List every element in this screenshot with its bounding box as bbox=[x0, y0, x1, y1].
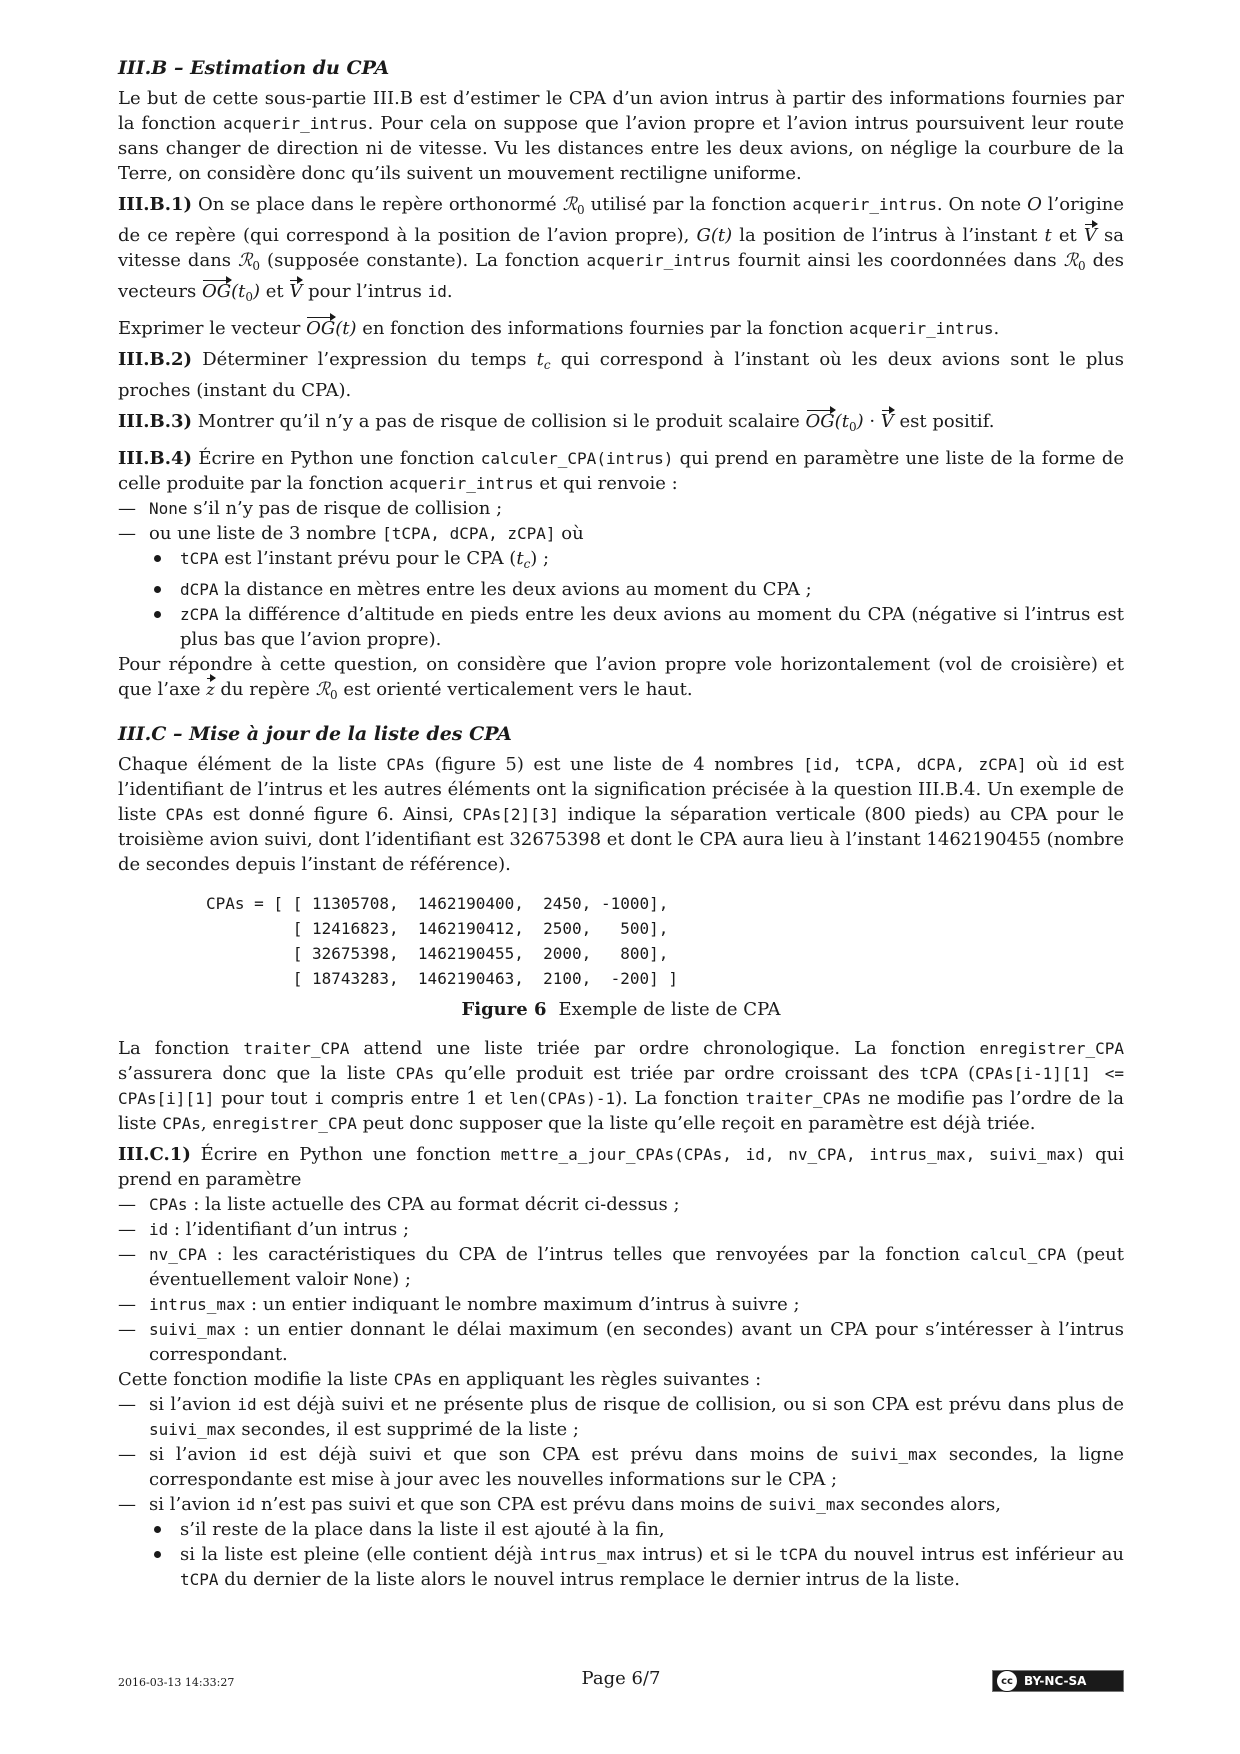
paren: ) bbox=[856, 411, 864, 432]
text: peut donc supposer que la liste qu’elle reçoit en paramètre est déjà triée. bbox=[356, 1113, 1036, 1134]
code: tCPA bbox=[180, 549, 219, 568]
text: sa vitesse dans bbox=[118, 225, 1124, 271]
list-item bbox=[118, 521, 1124, 652]
cc-icon: cc bbox=[996, 1670, 1018, 1692]
text: si la liste est pleine (elle contient déjà bbox=[180, 1544, 540, 1565]
text: est positif. bbox=[893, 411, 995, 432]
list-item bbox=[118, 1542, 1124, 1592]
page-content bbox=[118, 56, 1124, 1592]
math-t: t bbox=[1044, 225, 1052, 246]
question-label: III.B.1) bbox=[118, 194, 193, 215]
text: Écrire en Python une fonction bbox=[192, 448, 481, 469]
text: La fonction bbox=[118, 1038, 244, 1059]
code: None bbox=[353, 1270, 393, 1289]
code-fn: acquerir_intrus bbox=[849, 319, 994, 338]
text: l’origine de ce repère (qui correspond à la position de l’avion propre), bbox=[118, 194, 1124, 246]
text: si l’avion bbox=[149, 1444, 249, 1465]
text: . Pour cela on suppose que l’avion propre et l’avion intrus poursuivent leur route sans changer de direction ni de vitesse. Vu les distances entre les deux avions, on néglige la courbure de la Terre, on considère donc qu’ils suivent un mouvement rectiligne uniforme. bbox=[118, 113, 1124, 184]
text: ne modifie pas l’ordre de la liste bbox=[118, 1088, 1125, 1134]
vector-v: V bbox=[1083, 225, 1097, 246]
math-t0 bbox=[835, 411, 864, 432]
list-item bbox=[118, 1317, 1124, 1367]
t: t bbox=[536, 349, 544, 370]
text: . bbox=[446, 281, 453, 302]
section-title-b: III.B – Estimation du CPA bbox=[118, 57, 390, 79]
text: ou une liste de 3 nombre bbox=[149, 523, 383, 544]
script-r: ℛ bbox=[1063, 250, 1078, 271]
code: traiter_CPA bbox=[243, 1039, 350, 1058]
text: s’il n’y pas de risque de collision ; bbox=[187, 498, 503, 519]
code: tCPA bbox=[778, 1545, 818, 1564]
text: pour l’intrus bbox=[302, 281, 428, 302]
text: Montrer qu’il n’y a pas de risque de collision si le produit scalaire bbox=[192, 411, 806, 432]
code-fn: acquerir_intrus bbox=[586, 251, 732, 270]
code: enregistrer_CPA bbox=[979, 1039, 1124, 1058]
text: Chaque élément de la liste bbox=[118, 754, 387, 775]
code: tCPA bbox=[919, 1064, 959, 1083]
math-t: (t) bbox=[335, 318, 357, 339]
text: : l’identifiant d’un intrus ; bbox=[168, 1219, 410, 1240]
code-fn: calculer_CPA(intrus) bbox=[480, 449, 674, 468]
text: qui correspond à l’instant où les deux avions sont le plus proches (instant du CPA). bbox=[118, 349, 1124, 401]
paren: (t bbox=[834, 411, 849, 432]
code: dCPA bbox=[180, 580, 219, 599]
code: [tCPA, dCPA, zCPA] bbox=[382, 524, 556, 543]
text: qui prend en paramètre une liste de la forme de celle produite par la fonction bbox=[118, 448, 1124, 494]
list-item bbox=[118, 577, 1124, 602]
text: Exprimer le vecteur bbox=[118, 318, 307, 339]
list-item bbox=[118, 546, 1124, 577]
code: CPAs bbox=[395, 1064, 435, 1083]
code: i bbox=[314, 1089, 324, 1108]
vector-v: V bbox=[880, 411, 894, 432]
code-listing: CPAs = [ [ 11305708, 1462190400, 2450, -1000], [ 12416823, 1462190412, 2500, 500], [ 32675398, 1462190455, 2000, 800], [ 18743283, 1462190463, 2100, -200] ] bbox=[206, 894, 679, 988]
text: et qui renvoie : bbox=[533, 473, 678, 494]
text: (peut éventuellement valoir bbox=[149, 1244, 1124, 1290]
list-item bbox=[118, 602, 1124, 652]
math-t0 bbox=[231, 281, 260, 302]
text: ) ; bbox=[392, 1269, 411, 1290]
text: Déterminer l’expression du temps bbox=[192, 349, 537, 370]
text: si l’avion bbox=[149, 1494, 237, 1515]
vector-v: V bbox=[289, 281, 303, 302]
code: traiter_CPAs bbox=[745, 1089, 862, 1108]
rules-list bbox=[118, 1392, 1124, 1592]
code: zCPA bbox=[180, 605, 219, 624]
code: enregistrer_CPA bbox=[212, 1114, 357, 1133]
text: compris entre 1 et bbox=[323, 1088, 510, 1109]
question-label: III.B.2) bbox=[118, 349, 193, 370]
text: : les caractéristiques du CPA de l’intrus telles que renvoyées par la fonction bbox=[206, 1244, 970, 1265]
return-list bbox=[118, 496, 1124, 652]
text: Écrire en Python une fonction bbox=[190, 1144, 501, 1165]
code: CPAs[2][3] bbox=[462, 805, 559, 824]
paren: (t bbox=[231, 281, 246, 302]
sub: 0 bbox=[1077, 259, 1086, 273]
code-fn: acquerir_intrus bbox=[792, 195, 937, 214]
t: t bbox=[516, 548, 524, 569]
text: secondes, il est supprimé de la liste ; bbox=[235, 1419, 579, 1440]
figure-label: Figure 6 bbox=[461, 999, 547, 1020]
text: s’assurera donc que la liste bbox=[118, 1063, 396, 1084]
text: en appliquant les règles suivantes : bbox=[432, 1369, 762, 1390]
text: où bbox=[1026, 754, 1069, 775]
text: la distance en mètres entre les deux avions au moment du CPA ; bbox=[218, 579, 812, 600]
text: du dernier de la liste alors le nouvel intrus remplace le dernier intrus de la liste. bbox=[218, 1569, 960, 1590]
question-b1 bbox=[118, 192, 1124, 310]
text: est déjà suivi et que son CPA est prévu dans moins de bbox=[267, 1444, 851, 1465]
code: CPAs bbox=[165, 805, 204, 824]
list-item bbox=[118, 1242, 1124, 1292]
text: est l’identifiant de l’intrus et les autres éléments ont la signification précisée à la question III.B.4. Un exemple de liste bbox=[118, 754, 1125, 825]
figure-text: Exemple de liste de CPA bbox=[558, 999, 781, 1020]
code: intrus_max bbox=[149, 1295, 246, 1314]
code: suivi_max bbox=[149, 1420, 236, 1439]
question-b2 bbox=[118, 347, 1124, 403]
code: [id, tCPA, dCPA, zCPA] bbox=[803, 755, 1027, 774]
text: ). La fonction bbox=[615, 1088, 746, 1109]
sub-list bbox=[118, 1517, 1124, 1592]
figure-caption bbox=[118, 997, 1124, 1022]
question-label: III.B.3) bbox=[118, 411, 193, 432]
text: : un entier donnant le délai maximum (en secondes) avant un CPA pour s’intéresser à l’intrus correspondant. bbox=[149, 1319, 1124, 1365]
code: id bbox=[236, 1495, 256, 1514]
code: CPAs bbox=[149, 1195, 188, 1214]
list-item bbox=[118, 1492, 1124, 1592]
text: intrus) et si le bbox=[635, 1544, 779, 1565]
code: suivi_max bbox=[149, 1320, 236, 1339]
text: du nouvel intrus est inférieur au bbox=[817, 1544, 1125, 1565]
text: : un entier indiquant le nombre maximum d’intrus à suivre ; bbox=[245, 1294, 800, 1315]
math-o: O bbox=[1027, 194, 1042, 215]
code: mettre_a_jour_CPAs(CPAs, id, nv_CPA, intrus_max, suivi_max) bbox=[500, 1145, 1086, 1164]
math-r0 bbox=[316, 679, 338, 700]
question-c1 bbox=[118, 1142, 1124, 1192]
sub: 0 bbox=[848, 420, 857, 434]
text: pour tout bbox=[214, 1088, 315, 1109]
script-r: ℛ bbox=[315, 679, 331, 700]
section-b-intro bbox=[118, 86, 1124, 186]
sub: 0 bbox=[577, 203, 585, 217]
list-item bbox=[118, 1517, 1124, 1542]
text: qu’elle produit est triée par ordre croissant des bbox=[434, 1063, 920, 1084]
text: et bbox=[1051, 225, 1084, 246]
section-c-para2 bbox=[118, 1036, 1124, 1136]
code: calcul_CPA bbox=[969, 1245, 1067, 1264]
list-item bbox=[118, 1442, 1124, 1492]
question-b4 bbox=[118, 446, 1124, 496]
text: des vecteurs bbox=[118, 250, 1124, 302]
list-item bbox=[118, 1192, 1124, 1217]
math-tc bbox=[537, 349, 551, 370]
code: CPAs bbox=[393, 1370, 433, 1389]
dot: · bbox=[863, 411, 881, 432]
license-badge bbox=[992, 1670, 1124, 1692]
text: où bbox=[555, 523, 584, 544]
text: . On note bbox=[936, 194, 1028, 215]
license-text: BY-NC-SA bbox=[1024, 1674, 1087, 1688]
text: du repère bbox=[214, 679, 316, 700]
code-id: id bbox=[427, 282, 447, 301]
text: indique la séparation verticale (800 pieds) au CPA pour le troisième avion suivi, dont l’identifiant est 32675398 et dont le CPA aura lieu à l’instant 1462190455 (nombre de secondes depuis l’instant de référence). bbox=[118, 804, 1124, 875]
code: CPAs bbox=[386, 755, 425, 774]
text: si l’avion bbox=[149, 1394, 238, 1415]
text: est orienté verticalement vers le haut. bbox=[337, 679, 693, 700]
page-number: Page 6/7 bbox=[581, 1668, 661, 1689]
code: tCPA bbox=[180, 1570, 219, 1589]
script-r: ℛ bbox=[562, 194, 578, 215]
text: qui prend en paramètre bbox=[118, 1144, 1124, 1190]
text: utilisé par la fonction bbox=[584, 194, 793, 215]
vector-z: z bbox=[206, 677, 214, 702]
question-b4-closing bbox=[118, 652, 1124, 708]
code: id bbox=[149, 1220, 169, 1239]
sub: c bbox=[523, 557, 531, 571]
param-list bbox=[118, 1192, 1124, 1367]
sub: 0 bbox=[330, 688, 338, 702]
text: Le but de cette sous-partie III.B est d’estimer le CPA d’un avion intrus à partir des informations fournies par la fonction bbox=[118, 88, 1124, 134]
text: (supposée constante). La fonction bbox=[260, 250, 587, 271]
code: intrus_max bbox=[539, 1545, 636, 1564]
section-c-intro bbox=[118, 752, 1124, 877]
text: ( bbox=[958, 1063, 976, 1084]
code-fn: acquerir_intrus bbox=[389, 474, 534, 493]
sub: 0 bbox=[252, 259, 261, 273]
question-b1-express bbox=[118, 316, 1124, 341]
text: On se place dans le repère orthonormé bbox=[192, 194, 563, 215]
question-b3 bbox=[118, 409, 1124, 440]
code: nv_CPA bbox=[149, 1245, 207, 1264]
text: en fonction des informations fournies par la fonction bbox=[356, 318, 850, 339]
list-item bbox=[118, 1292, 1124, 1317]
text: est donné figure 6. Ainsi, bbox=[203, 804, 463, 825]
script-r: ℛ bbox=[238, 250, 253, 271]
sub: c bbox=[543, 358, 551, 372]
code: suivi_max bbox=[768, 1495, 855, 1514]
code: CPAs[i-1][1] <= CPAs[i][1] bbox=[118, 1064, 1124, 1108]
rules-intro bbox=[118, 1367, 1124, 1392]
code: len(CPAs)-1 bbox=[509, 1089, 616, 1108]
code: id bbox=[248, 1445, 268, 1464]
text: la différence d’altitude en pieds entre les deux avions au moment du CPA (négative si l’intrus est plus bas que l’avion propre). bbox=[180, 604, 1124, 650]
math-r0 bbox=[238, 250, 260, 271]
code: CPAs bbox=[162, 1114, 201, 1133]
sub: 0 bbox=[245, 290, 253, 304]
text: : la liste actuelle des CPA au format décrit ci-dessus ; bbox=[187, 1194, 680, 1215]
vector-og: OG bbox=[805, 411, 835, 432]
math-tc bbox=[516, 548, 530, 569]
text: est l’instant prévu pour le CPA ( bbox=[218, 548, 517, 569]
section-title-c: III.C – Mise à jour de la liste des CPA bbox=[118, 723, 512, 745]
paren: ) bbox=[253, 281, 261, 302]
text: attend une liste triée par ordre chronologique. La fonction bbox=[349, 1038, 980, 1059]
text: fournit ainsi les coordonnées dans bbox=[731, 250, 1064, 271]
question-label: III.C.1) bbox=[118, 1144, 191, 1165]
math-r0 bbox=[563, 194, 585, 215]
text: Pour répondre à cette question, on considère que l’avion propre vole horizontalement (vol de croisière) et que l’axe bbox=[118, 654, 1124, 700]
code: id bbox=[237, 1395, 257, 1414]
code-fn: acquerir_intrus bbox=[223, 114, 368, 133]
text: secondes alors, bbox=[854, 1494, 1001, 1515]
code: id bbox=[1068, 755, 1088, 774]
list-item bbox=[118, 1392, 1124, 1442]
page-footer bbox=[118, 1668, 1124, 1696]
text: , bbox=[200, 1113, 213, 1134]
text: ) ; bbox=[530, 548, 550, 569]
timestamp: 2016-03-13 14:33:27 bbox=[118, 1676, 235, 1689]
text: secondes, la ligne correspondante est mise à jour avec les nouvelles informations sur le CPA ; bbox=[149, 1444, 1124, 1490]
text: n’est pas suivi et que son CPA est prévu dans moins de bbox=[255, 1494, 769, 1515]
vector-og: OG bbox=[201, 281, 232, 302]
vector-og: OG bbox=[306, 318, 336, 339]
math-r0 bbox=[1064, 250, 1086, 271]
sub-list bbox=[118, 546, 1124, 652]
text: . bbox=[993, 318, 1000, 339]
text: s’il reste de la place dans la liste il est ajouté à la fin, bbox=[180, 1519, 665, 1540]
text: est déjà suivi et ne présente plus de risque de collision, ou si son CPA est prévu dans plus de bbox=[256, 1394, 1124, 1415]
code: None bbox=[149, 499, 188, 518]
text: Cette fonction modifie la liste bbox=[118, 1369, 394, 1390]
list-item bbox=[118, 496, 1124, 521]
text: (figure 5) est une liste de 4 nombres bbox=[424, 754, 804, 775]
code: suivi_max bbox=[850, 1445, 937, 1464]
list-item bbox=[118, 1217, 1124, 1242]
text: la position de l’intrus à l’instant bbox=[732, 225, 1045, 246]
text: et bbox=[260, 281, 290, 302]
math-gt: G(t) bbox=[696, 225, 733, 246]
question-label: III.B.4) bbox=[118, 448, 193, 469]
